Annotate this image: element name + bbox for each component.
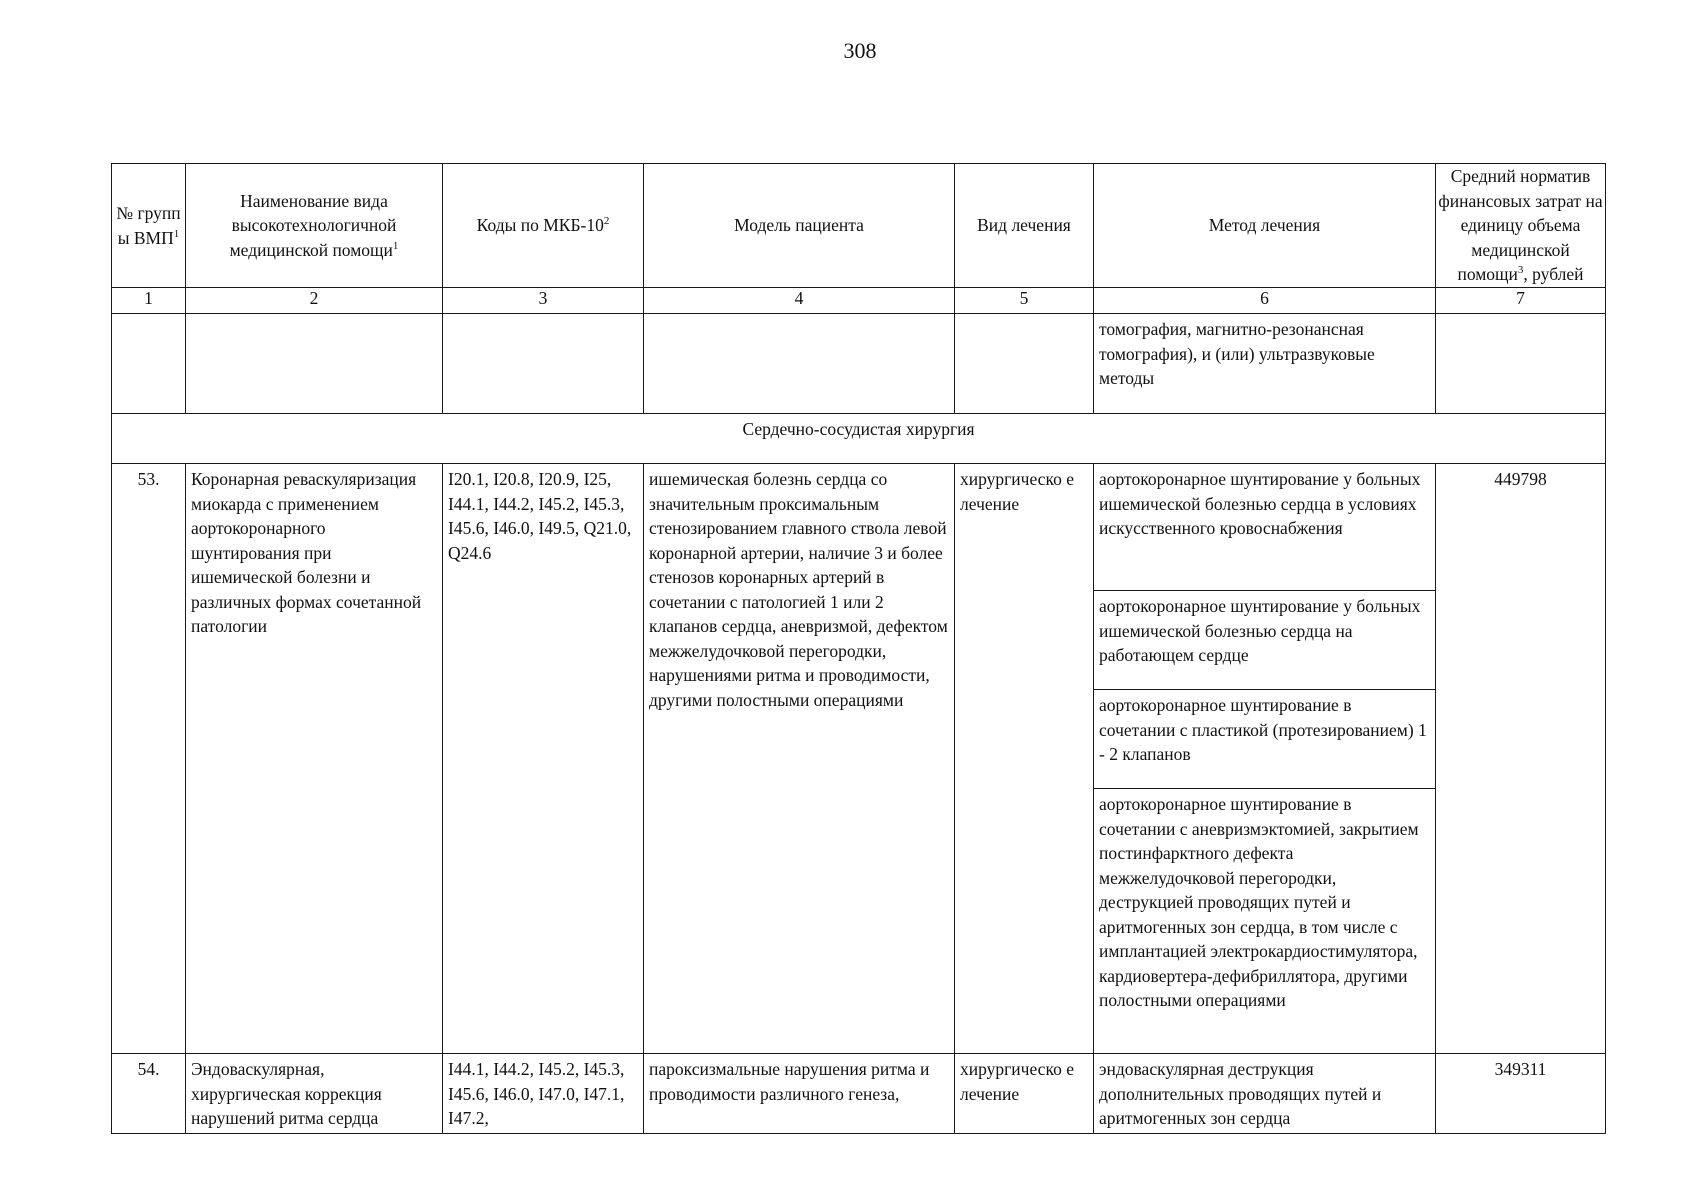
header-patient-model: Модель пациента bbox=[644, 164, 955, 288]
column-number-row bbox=[112, 288, 1606, 314]
method-item: аортокоронарное шунтирование в сочетании с аневризмэктомией, закрытием постинфарктного дефекта межжелудочковой перегородки, деструкцией проводящих путей и аритмогенных зон сердца, в том числе с имплантацией электрокардиостимулятора, кардиовертера-дефибриллятора, другими полостными операциями bbox=[1099, 794, 1419, 1010]
header-care-name: Наименование вида высокотехнологичной медицинской помощи$^1$ bbox=[186, 164, 443, 288]
method-item: аортокоронарное шунтирование в сочетании с пластикой (протезированием) 1 - 2 клапанов bbox=[1094, 690, 1435, 789]
cost-value: 349311 bbox=[1436, 1054, 1606, 1134]
treatment-method: эндоваскулярная деструкция дополнительных проводящих путей и аритмогенных зон сердца bbox=[1094, 1054, 1436, 1134]
section-title: Сердечно-сосудистая хирургия bbox=[112, 414, 1606, 464]
column-number: 7 bbox=[1436, 288, 1606, 314]
table-row-54 bbox=[112, 1054, 1606, 1134]
continuation-method: томография, магнитно-резонансная томография), и (или) ультразвуковые методы bbox=[1094, 314, 1436, 414]
patient-model: ишемическая болезнь сердца со значительным проксимальным стенозированием главного ствола левой коронарной артерии, наличие 3 и более стенозов коронарных артерий в сочетании с патологией 1 или 2 клапанов сердца, аневризмой, дефектом межжелудочковой перегородки, нарушениями ритма и проводимости, другими полостными операциями bbox=[644, 464, 955, 1054]
group-number: 53. bbox=[112, 464, 186, 1054]
empty-cell bbox=[186, 314, 443, 414]
header-icd-codes: Коды по МКБ-$10^2$ bbox=[443, 164, 644, 288]
section-row bbox=[112, 414, 1606, 464]
vmp-table bbox=[111, 163, 1606, 1134]
column-number: 5 bbox=[955, 288, 1094, 314]
patient-model: пароксизмальные нарушения ритма и проводимости различного генеза, bbox=[644, 1054, 955, 1134]
treatment-type: хирургическо е лечение bbox=[955, 1054, 1094, 1134]
column-number: 1 bbox=[112, 288, 186, 314]
header-row bbox=[112, 164, 1606, 288]
cost-value: 449798 bbox=[1436, 464, 1606, 1054]
column-number: 2 bbox=[186, 288, 443, 314]
icd-codes: I44.1, I44.2, I45.2, I45.3, I45.6, I46.0, I47.0, I47.1, I47.2, bbox=[443, 1054, 644, 1134]
column-number: 3 bbox=[443, 288, 644, 314]
method-item: аортокоронарное шунтирование у больных ишемической болезнью сердца на работающем сердце bbox=[1094, 591, 1435, 690]
method-item: аортокоронарное шунтирование у больных ишемической болезнью сердца в условиях искусственного кровоснабжения bbox=[1094, 467, 1435, 591]
column-number: 6 bbox=[1094, 288, 1436, 314]
icd-codes: I20.1, I20.8, I20.9, I25, I44.1, I44.2, I45.2, I45.3, I45.6, I46.0, I49.5, Q21.0, Q24.6 bbox=[443, 464, 644, 1054]
header-group-number: № групп ы ВМП$^1$ bbox=[112, 164, 186, 288]
header-cost-standard: Средний норматив финансовых затрат на единицу объема медицинской помощи$^3$, рублей bbox=[1436, 164, 1606, 288]
treatment-methods bbox=[1094, 464, 1436, 1054]
column-number: 4 bbox=[644, 288, 955, 314]
group-number: 54. bbox=[112, 1054, 186, 1134]
empty-cell bbox=[955, 314, 1094, 414]
page-number: 308 bbox=[843, 38, 877, 63]
treatment-type: хирургическо е лечение bbox=[955, 464, 1094, 1054]
empty-cell bbox=[112, 314, 186, 414]
header-treatment-type: Вид лечения bbox=[955, 164, 1094, 288]
empty-cell bbox=[443, 314, 644, 414]
empty-cell bbox=[644, 314, 955, 414]
header-treatment-method: Метод лечения bbox=[1094, 164, 1436, 288]
care-name: Коронарная реваскуляризация миокарда с применением аортокоронарного шунтирования при ишемической болезни и различных формах сочетанной патологии bbox=[186, 464, 443, 1054]
table-row-53 bbox=[112, 464, 1606, 1054]
continuation-row bbox=[112, 314, 1606, 414]
empty-cell bbox=[1436, 314, 1606, 414]
care-name: Эндоваскулярная, хирургическая коррекция нарушений ритма сердца bbox=[186, 1054, 443, 1134]
